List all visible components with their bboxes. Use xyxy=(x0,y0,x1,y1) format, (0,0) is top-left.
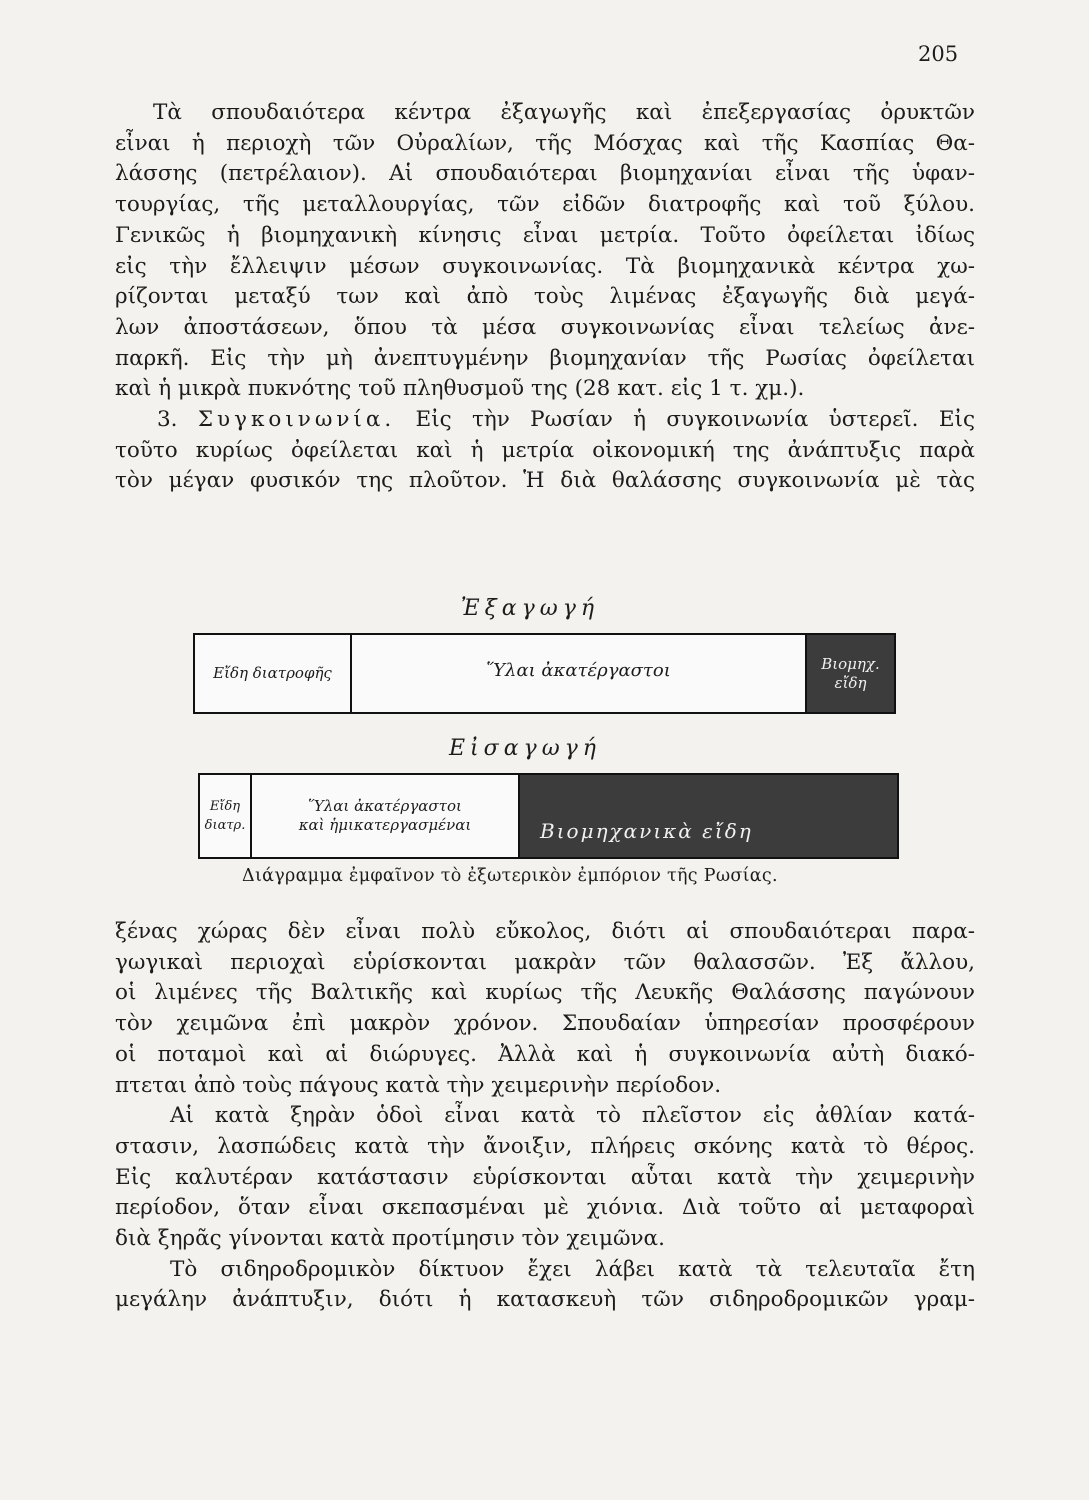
export-bar xyxy=(193,633,896,714)
import-raw-materials-segment xyxy=(252,775,520,857)
section-number: 3. xyxy=(157,407,178,433)
section-heading-line xyxy=(115,405,975,436)
text-line: Αἱ κατὰ ξηρὰν ὁδοὶ εἶναι κατὰ τὸ πλεῖστον εἰς ἀθλίαν κατά- xyxy=(170,1103,975,1129)
export-food-segment: Εἴδη διατροφῆς xyxy=(195,635,352,712)
page-number: 205 xyxy=(918,42,959,66)
text-line: ρίζονται μεταξύ των καὶ ἀπὸ τοὺς λιμένας ἐξαγωγῆς διὰ μεγά- xyxy=(115,284,975,310)
import-food-label-1: Εἴδη xyxy=(209,799,241,814)
import-industrial-segment: Βιομηχανικὰ εἴδη xyxy=(520,775,897,857)
section-title: Συγκοινωνία. xyxy=(197,407,396,433)
text-line: λάσσης (πετρέλαιον). Αἱ σπουδαιότεραι βιομηχανίαι εἶναι τῆς ὑφαν- xyxy=(115,161,975,187)
text-line: γωγικαὶ περιοχαὶ εὑρίσκονται μακρὰν τῶν θαλασσῶν. Ἐξ ἄλλου, xyxy=(115,949,975,975)
text-line: λων ἀποστάσεων, ὅπου τὰ μέσα συγκοινωνίας εἶναι τελείως ἀνε- xyxy=(115,314,975,340)
text-line: Τὸ σιδηροδρομικὸν δίκτυον ἔχει λάβει κατὰ τὰ τελευταῖα ἔτη xyxy=(170,1256,975,1282)
text-line: εἰς τὴν ἔλλειψιν μέσων συγκοινωνίας. Τὰ βιομηχανικὰ κέντρα χω- xyxy=(115,253,975,279)
export-raw-materials-segment: Ὕλαι ἀκατέργαστοι xyxy=(352,635,807,712)
text-line: περίοδον, ὅταν εἶναι σκεπασμέναι μὲ χιόνια. Διὰ τοῦτο αἱ μεταφοραὶ xyxy=(115,1195,975,1221)
text-line: πτεται ἀπὸ τοὺς πάγους κατὰ τὴν χειμερινὴν περίοδον. xyxy=(115,1072,722,1098)
text-block-top xyxy=(115,98,975,497)
text-line: οἱ ποταμοὶ καὶ αἱ διώρυγες. Ἀλλὰ καὶ ἡ συγκοινωνία αὐτὴ διακό- xyxy=(115,1041,975,1067)
text-line: εἶναι ἡ περιοχὴ τῶν Οὐραλίων, τῆς Μόσχας καὶ τῆς Κασπίας Θα- xyxy=(115,130,975,156)
text-line: διὰ ξηρᾶς γίνονται κατὰ προτίμησιν τὸν χειμῶνα. xyxy=(115,1226,665,1252)
text-line: τουργίας, τῆς μεταλλουργίας, τῶν εἰδῶν διατροφῆς καὶ τοῦ ξύλου. xyxy=(115,192,975,218)
text-line: μεγάλην ἀνάπτυξιν, διότι ἡ κατασκευὴ τῶν σιδηροδρομικῶν γραμ- xyxy=(115,1287,975,1313)
text-line: Γενικῶς ἡ βιομηχανικὴ κίνησις εἶναι μετρία. Τοῦτο ὀφείλεται ἰδίως xyxy=(115,222,975,248)
text-line: τοῦτο κυρίως ὀφείλεται καὶ ἡ μετρία οἰκονομική της ἀνάπτυξις παρὰ xyxy=(115,437,975,463)
import-diagram-title: Εἰσαγωγή xyxy=(449,736,601,761)
export-industrial-segment: Βιομηχ. εἴδη xyxy=(807,635,894,712)
section-heading-rest: Εἰς τὴν Ρωσίαν ἡ συγκοινωνία ὑστερεῖ. Εἰς xyxy=(415,407,975,433)
import-bar xyxy=(198,773,899,859)
text-line: οἱ λιμένες τῆς Βαλτικῆς καὶ κυρίως τῆς Λευκῆς Θαλάσσης παγώνουν xyxy=(115,980,975,1006)
text-line: τὸν χειμῶνα ἐπὶ μακρὸν χρόνον. Σπουδαίαν ὑπηρεσίαν προσφέρουν xyxy=(115,1011,975,1037)
import-food-label-2: διατρ. xyxy=(204,818,246,833)
import-food-segment xyxy=(200,775,252,857)
diagram-caption: Διάγραμμα ἐμφαῖνον τὸ ἐξωτερικὸν ἐμπόριον τῆς Ρωσίας. xyxy=(242,866,778,886)
import-raw-label-1: Ὕλαι ἀκατέργαστοι xyxy=(308,797,462,815)
text-line: στασιν, λασπώδεις κατὰ τὴν ἄνοιξιν, πλήρεις σκόνης κατὰ τὸ θέρος. xyxy=(115,1133,975,1159)
text-line: καὶ ἡ μικρὰ πυκνότης τοῦ πληθυσμοῦ της (28 κατ. εἰς 1 τ. χμ.). xyxy=(115,376,805,402)
text-line: Τὰ σπουδαιότερα κέντρα ἐξαγωγῆς καὶ ἐπεξεργασίας ὀρυκτῶν xyxy=(153,100,975,125)
export-diagram-title: Ἐξαγωγή xyxy=(460,596,600,621)
import-raw-label-2: καὶ ἡμικατεργασμέναι xyxy=(298,816,472,834)
text-line: παρκῆ. Εἰς τὴν μὴ ἀνεπτυγμένην βιομηχανίαν τῆς Ρωσίας ὀφείλεται xyxy=(115,345,975,371)
text-line: τὸν μέγαν φυσικόν της πλοῦτον. Ἡ διὰ θαλάσσης συγκοινωνία μὲ τὰς xyxy=(115,468,975,494)
text-line: ξένας χώρας δὲν εἶναι πολὺ εὔκολος, διότι αἱ σπουδαιότεραι παρα- xyxy=(115,919,975,944)
text-block-bottom xyxy=(115,917,975,1316)
text-line: Εἰς καλυτέραν κατάστασιν εὑρίσκονται αὗται κατὰ τὴν χειμερινὴν xyxy=(115,1164,975,1190)
